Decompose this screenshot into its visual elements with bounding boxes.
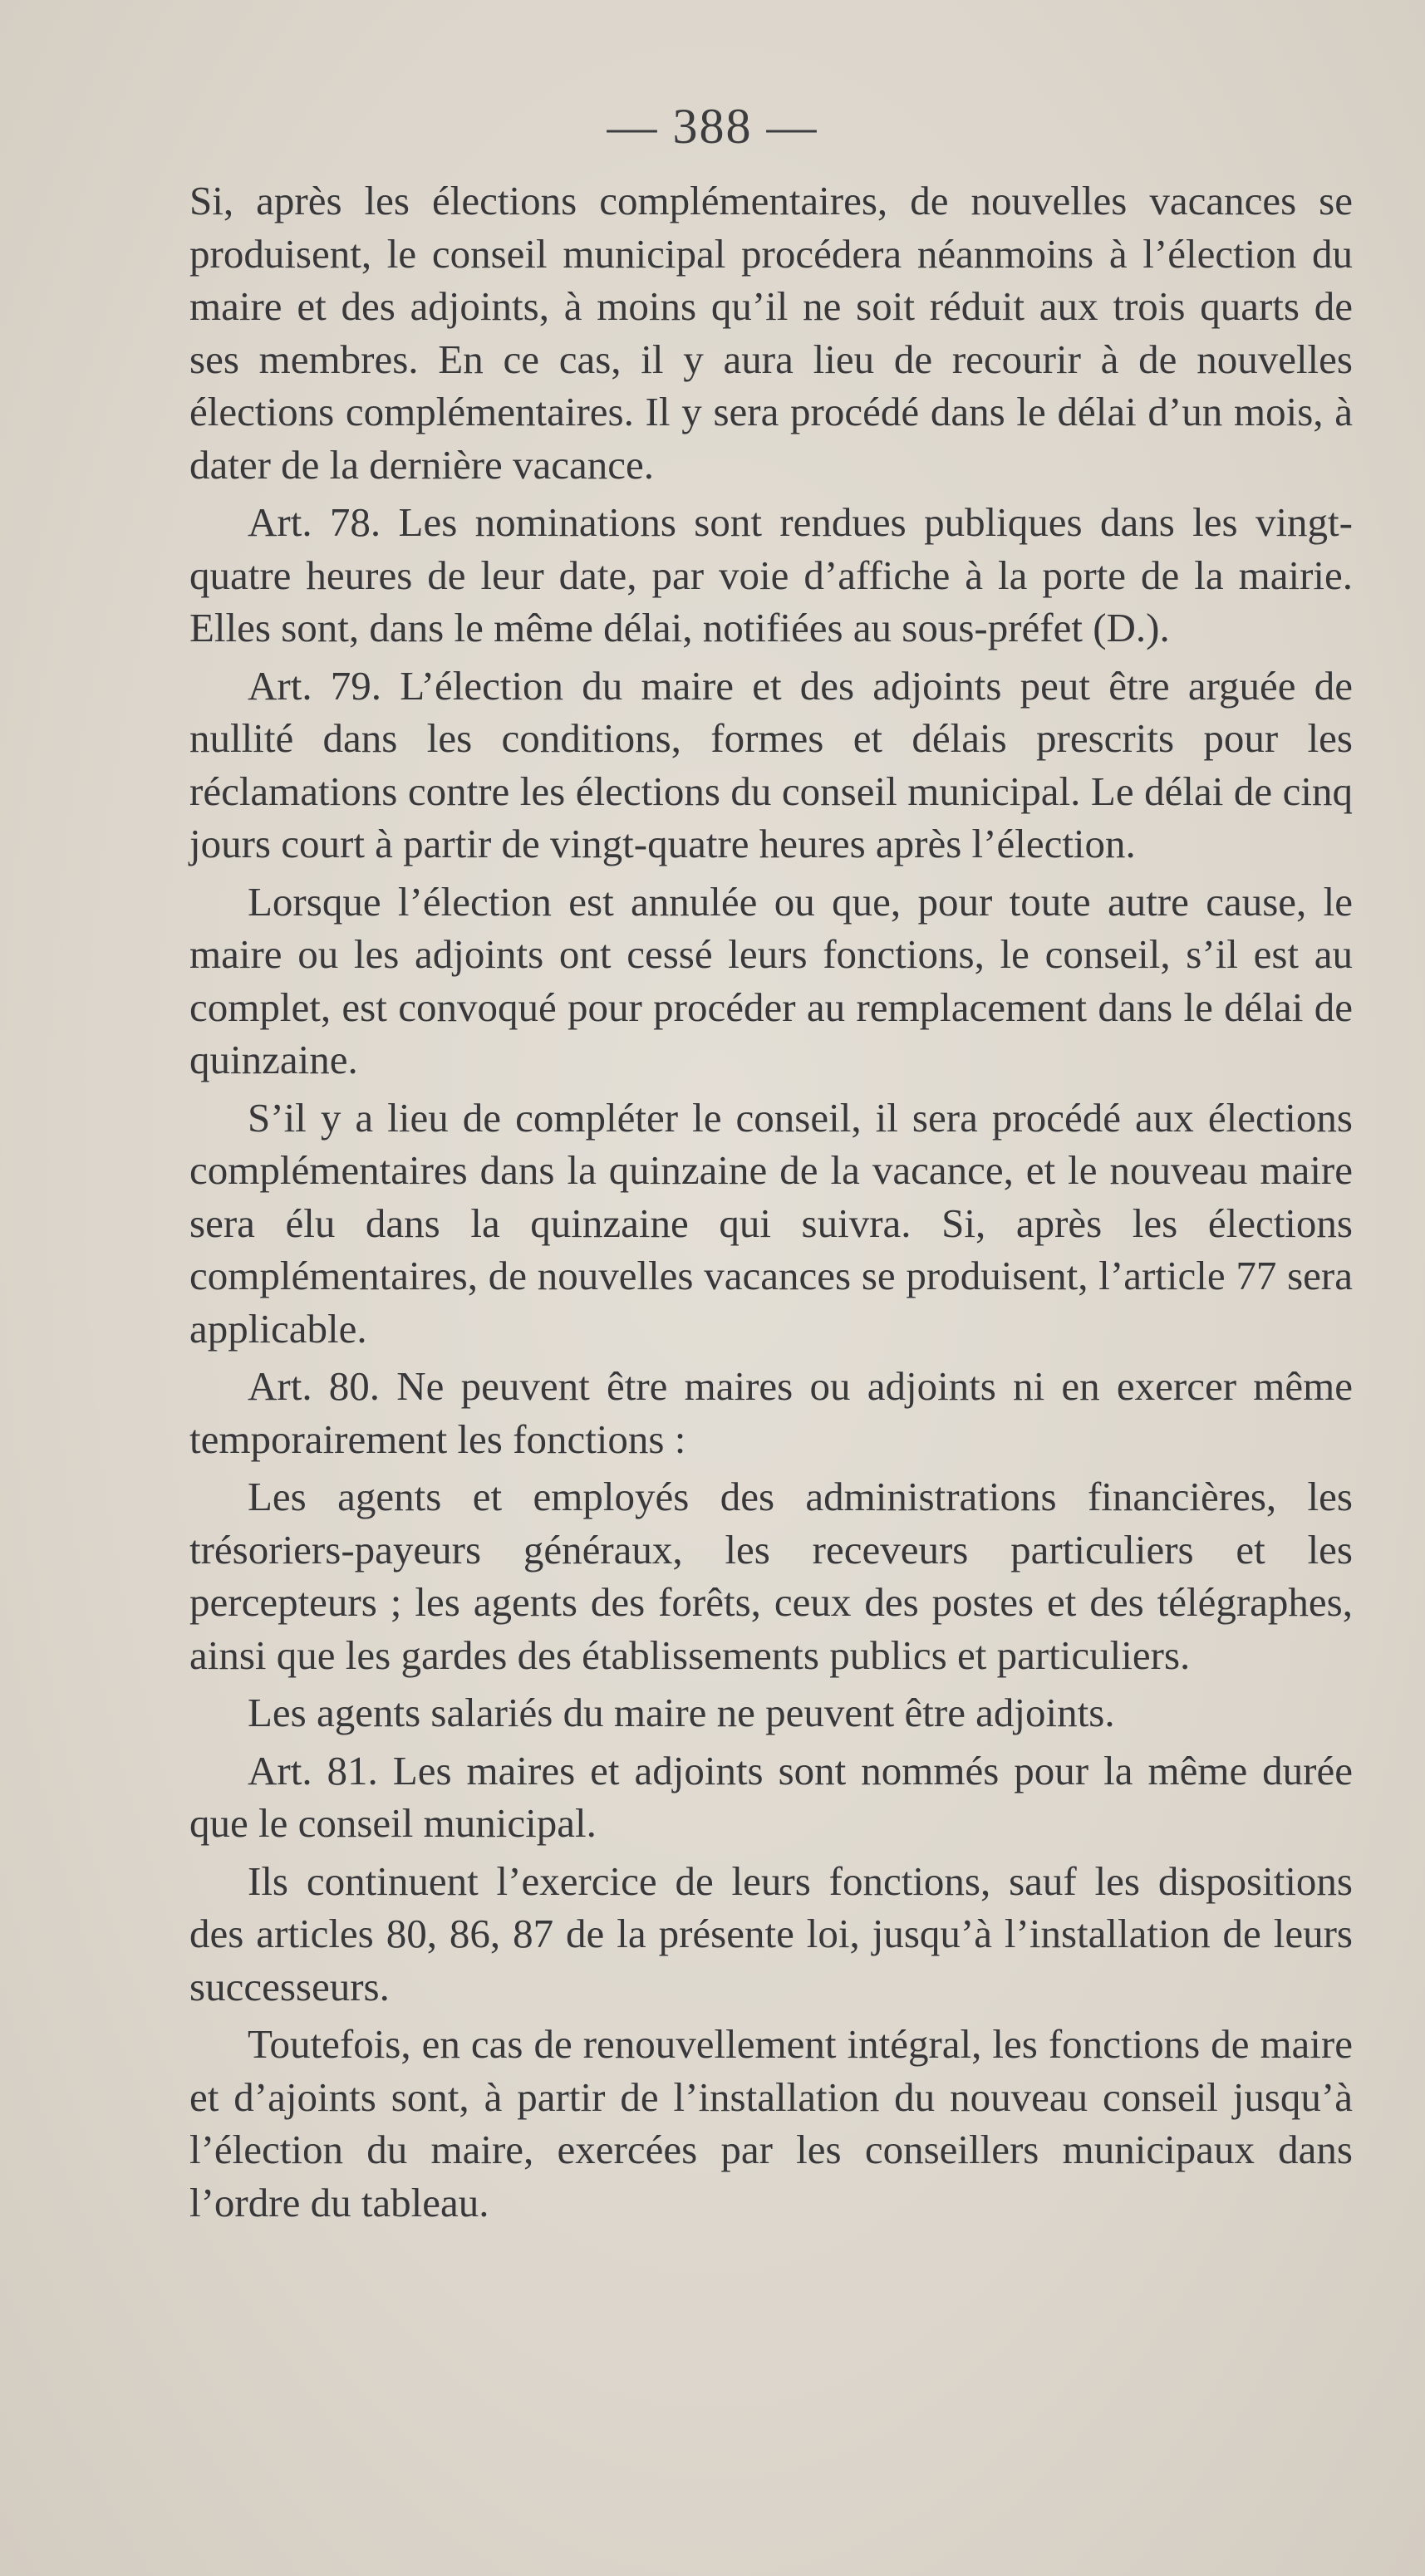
paragraph: Si, après les élections complémentaires, de nouvelles vacances se produisent, le conseil municipal procédera néanmoins à l’élection du maire et des adjoints, à moins qu’il ne soit réduit aux trois quarts de ses membres. En ce cas, il y aura lieu de recourir à de nouvelles élections complémentaires. Il y sera procédé dans le délai d’un mois, à dater de la dernière vacance. bbox=[189, 178, 1353, 488]
paragraph: Ils continuent l’exercice de leurs fonctions, sauf les dispositions des articles 80, 86, 87 de la présente loi, jusqu’à l’installation de leurs successeurs. bbox=[189, 1857, 1353, 2009]
paragraph: Les agents salariés du maire ne peuvent être adjoints. bbox=[248, 1690, 1115, 1735]
paragraph: S’il y a lieu de compléter le conseil, il sera procédé aux élections complémentaires dans la quinzaine de la vacance, et le nouveau maire sera élu dans la quinzaine qui suivra. Si, après les élections complémentaires, de nouvelles vacances se produisent, l’article 77 sera applicable. bbox=[189, 1094, 1353, 1352]
paragraph-article-80: Art. 80. Ne peuvent être maires ou adjoints ni en exercer même temporairement les fonctions : bbox=[189, 1363, 1353, 1462]
paragraph: Les agents et employés des administrations financières, les trésoriers-payeurs généraux, les receveurs particuliers et les percepteurs ; les agents des forêts, ceux des postes et des télégraphes, ainsi que les gardes des établissements publics et particuliers. bbox=[189, 1474, 1353, 1678]
paragraph-article-78: Art. 78. Les nominations sont rendues publiques dans les vingt-quatre heures de leur date, par voie d’affiche à la porte de la mairie. Elles sont, dans le même délai, notifiées au sous-préfet (D.). bbox=[189, 499, 1353, 650]
paragraph: Lorsque l’élection est annulée ou que, pour toute autre cause, le maire ou les adjoints ont cessé leurs fonctions, le conseil, s’il est au complet, est convoqué pour procéder au remplacement dans le délai de quinzaine. bbox=[189, 878, 1353, 1082]
page-number: — 388 — bbox=[607, 99, 818, 154]
paragraph-article-81: Art. 81. Les maires et adjoints sont nommés pour la même durée que le conseil municipal. bbox=[189, 1747, 1353, 1846]
paragraph: Toutefois, en cas de renouvellement intégral, les fonctions de maire et d’ajoints sont, à partir de l’installation du nouveau conseil jusqu’à l’élection du maire, exercées par les conseillers municipaux dans l’ordre du tableau. bbox=[189, 2021, 1353, 2225]
body-text bbox=[189, 174, 1353, 2229]
paragraph-article-79: Art. 79. L’élection du maire et des adjoints peut être arguée de nullité dans les conditions, formes et délais prescrits pour les réclamations contre les élections du conseil municipal. Le délai de cinq jours court à partir de vingt-quatre heures après l’élection. bbox=[189, 662, 1353, 866]
